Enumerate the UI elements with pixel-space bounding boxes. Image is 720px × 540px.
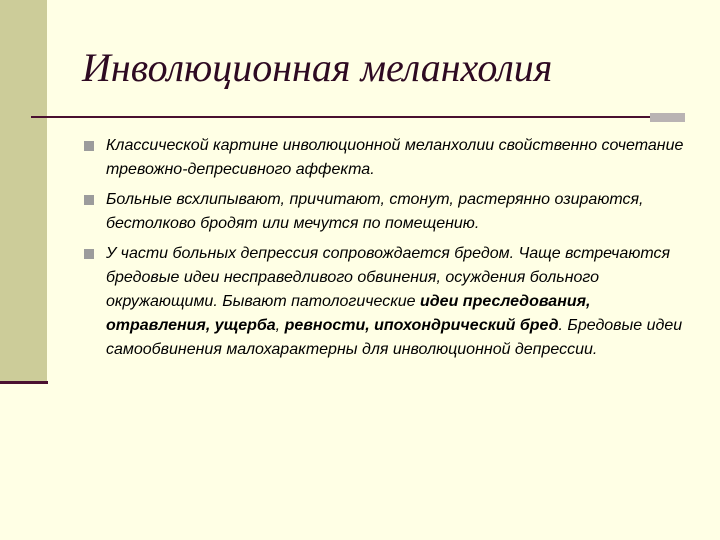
bullet-text-separator: , [275, 317, 285, 334]
bullet-text-tail: . Бредовые идеи самообвинения малохарактерны для инволюционной депрессии. [106, 317, 683, 358]
bold-term-persecution: идеи преследования, отравления, ущерба [106, 293, 591, 334]
side-decor-bar-underline [0, 381, 48, 384]
side-decor-bar [0, 0, 47, 384]
square-bullet-icon [84, 249, 94, 259]
bullet-text: Классической картине инволюционной меланхолии свойственно сочетание тревожно-депресивного аффекта. [106, 137, 684, 178]
bullet-item [84, 242, 684, 362]
title-divider [31, 116, 681, 118]
bullet-item [84, 134, 684, 182]
square-bullet-icon [84, 195, 94, 205]
slide-title: Инволюционная меланхолия [82, 45, 553, 90]
bold-term-jealousy: ревности, ипохондрический бред [284, 317, 559, 334]
bullet-item [84, 188, 684, 236]
title-divider-accent [650, 113, 685, 122]
bullet-text: Больные всхлипывают, причитают, стонут, растерянно озираются, бестолково бродят или мечутся по помещению. [106, 191, 644, 232]
bullet-text-lead: У части больных депрессия сопровождается бредом. Чаще встречаются бредовые идеи несправедливого обвинения, осуждения больного окружающими. Бывают патологические [106, 245, 671, 310]
bullet-list [84, 134, 684, 368]
square-bullet-icon [84, 141, 94, 151]
